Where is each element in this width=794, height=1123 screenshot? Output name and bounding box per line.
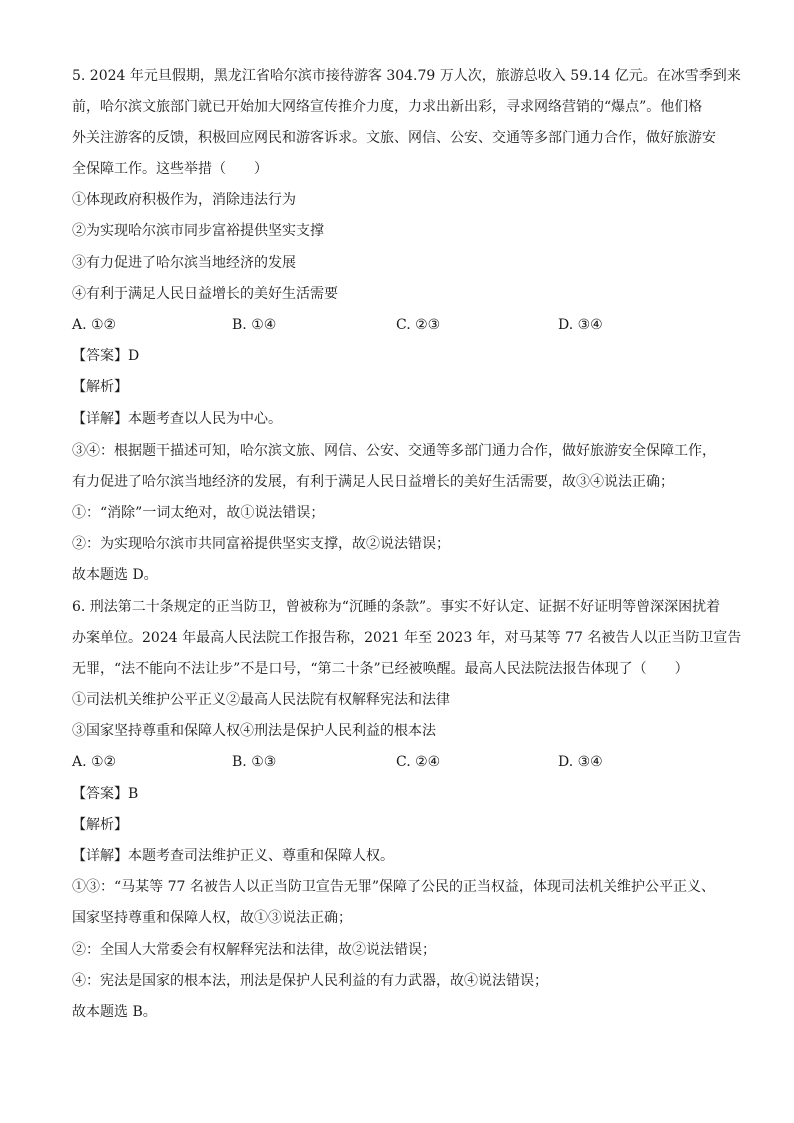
q5-statement-1: ①体现政府积极作为，消除违法行为	[72, 192, 296, 208]
q6-stem-line-2: 办案单位。2024 年最高人民法院工作报告称，2021 年至 2023 年，对马某等 77 名被告人以正当防卫宣告	[72, 630, 742, 646]
q6-analysis-label: 【解析】	[72, 817, 128, 833]
q5-analysis-label: 【解析】	[72, 379, 128, 395]
q5-stem-line-2: 前，哈尔滨文旅部门就已开始加大网络宣传推介力度，力求出新出彩，寻求网络营销的“爆点”。他们格	[72, 99, 703, 115]
q5-stem-line-3: 外关注游客的反馈，积极回应网民和游客诉求。文旅、网信、公安、交通等多部门通力合作，做好旅游安	[72, 130, 716, 146]
q6-statement-1: ①司法机关维护公平正义②最高人民法院有权解释宪法和法律	[72, 692, 450, 708]
q5-detail-2: ③④：根据题干描述可知，哈尔滨文旅、网信、公安、交通等多部门通力合作，做好旅游安全保障工作，	[72, 443, 716, 459]
q6-detail-3: 国家坚持尊重和保障人权，故①③说法正确；	[72, 910, 352, 926]
q5-detail-6: 故本题选 D。	[72, 567, 158, 583]
q6-stem-line-3: 无罪，“法不能向不法让步”不是口号，“第二十条”已经被唤醒。最高人民法院法报告体现了（ ）	[72, 661, 689, 677]
q5-answer: 【答案】D	[72, 348, 140, 364]
q6-statement-2: ③国家坚持尊重和保障人权④刑法是保护人民利益的根本法	[72, 723, 436, 739]
q6-stem-line-1: 6. 刑法第二十条规定的正当防卫，曾被称为“沉睡的条款”。事实不好认定、证据不好证明等曾深深困扰着	[72, 599, 721, 615]
q6-detail-5: ④：宪法是国家的根本法，刑法是保护人民利益的有力武器，故④说法错误；	[72, 973, 548, 989]
q6-answer: 【答案】B	[72, 786, 139, 802]
q6-option-b: B. ①③	[232, 754, 277, 770]
q6-detail-6: 故本题选 B。	[72, 1004, 157, 1020]
q6-detail-2: ①③：“马某等 77 名被告人以正当防卫宣告无罪”保障了公民的正当权益，体现司法机关维护公平正义、	[72, 879, 716, 895]
q5-detail-4: ①：“消除”一词太绝对，故①说法错误；	[72, 505, 325, 521]
q6-detail-4: ②：全国人大常委会有权解释宪法和法律，故②说法错误；	[72, 942, 436, 958]
q5-detail-1: 【详解】本题考查以人民为中心。	[72, 411, 282, 427]
q6-detail-1: 【详解】本题考查司法维护正义、尊重和保障人权。	[72, 848, 394, 864]
q5-option-c: C. ②③	[396, 317, 441, 333]
q5-option-b: B. ①④	[232, 317, 277, 333]
q5-stem-line-1: 5. 2024 年元旦假期，黑龙江省哈尔滨市接待游客 304.79 万人次，旅游总收入 59.14 亿元。在冰雪季到来	[72, 68, 741, 84]
q6-option-a: A. ①②	[72, 754, 117, 770]
q5-stem-line-4: 全保障工作。这些举措（ ）	[72, 161, 268, 177]
q5-detail-3: 有力促进了哈尔滨当地经济的发展，有利于满足人民日益增长的美好生活需要，故③④说法正确；	[72, 474, 674, 490]
q5-option-d: D. ③④	[558, 317, 603, 333]
q5-detail-5: ②：为实现哈尔滨市共同富裕提供坚实支撑，故②说法错误；	[72, 536, 450, 552]
q5-statement-4: ④有利于满足人民日益增长的美好生活需要	[72, 286, 338, 302]
q6-option-c: C. ②④	[396, 754, 441, 770]
q5-statement-2: ②为实现哈尔滨市同步富裕提供坚实支撑	[72, 223, 324, 239]
q5-statement-3: ③有力促进了哈尔滨当地经济的发展	[72, 255, 296, 271]
q6-option-d: D. ③④	[558, 754, 603, 770]
q5-option-a: A. ①②	[72, 317, 117, 333]
